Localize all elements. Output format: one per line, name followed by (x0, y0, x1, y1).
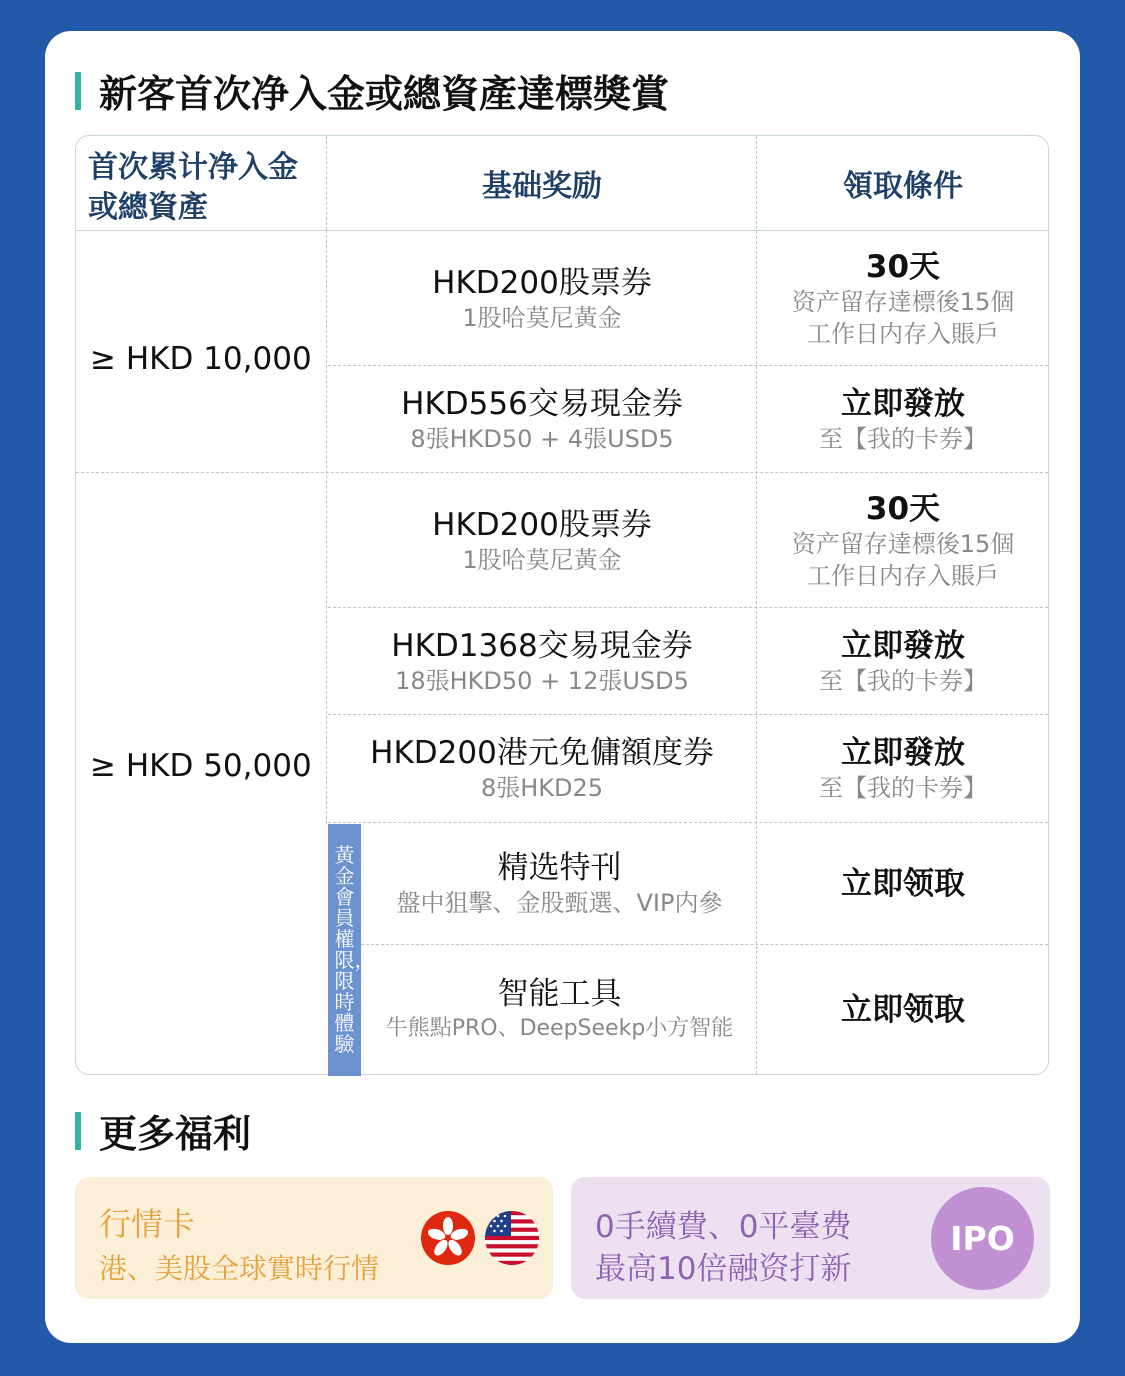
reward-cell (328, 609, 756, 714)
header-first-deposit (88, 148, 328, 228)
reward-sub: 牛熊點PRO、DeepSeekp小方智能 (385, 1016, 734, 1041)
tier2-threshold: ≥ HKD 50,000 (90, 748, 312, 784)
condition-sub: 工作日内存入賬戶 (807, 561, 999, 590)
reward-sub: 18張HKD50 + 12張USD5 (395, 666, 689, 695)
header-divider (76, 230, 1048, 231)
condition-cell (758, 609, 1048, 714)
reward-main: HKD1368交易現金券 (391, 627, 693, 664)
reward-sub: 8張HKD25 (480, 774, 604, 802)
row-divider (328, 822, 1048, 823)
condition-cell (758, 716, 1048, 822)
header-first-deposit-line2: 或總資產 (88, 190, 208, 225)
condition-sub: 至【我的卡券】 (819, 424, 987, 453)
section-title-text: 更多福利 (99, 1112, 252, 1156)
ipo-benefit-card[interactable] (571, 1177, 1050, 1299)
ipo-badge: IPO (931, 1187, 1034, 1290)
condition-main: 立即發放 (841, 385, 965, 422)
gold-member-tag-text: 黃金會員權限，限時體驗 (334, 843, 375, 1056)
section-title-more-benefits (75, 1103, 251, 1158)
ipo-benefit-line1: 0手續費、0平臺费 (595, 1209, 852, 1245)
reward-main: HKD200港元免傭額度券 (370, 735, 714, 771)
reward-sub: 8張HKD50 + 4張USD5 (410, 424, 674, 453)
reward-sub: 1股哈莫尼黃金 (462, 545, 622, 574)
rewards-card (45, 31, 1080, 1343)
hong-kong-flag-icon (421, 1211, 475, 1265)
section-title-text: 新客首次净入金或總資產達標獎賞 (99, 72, 670, 116)
row-divider (328, 714, 1048, 715)
reward-sub: 1股哈莫尼黃金 (462, 303, 622, 332)
reward-cell (328, 716, 756, 822)
row-divider (328, 607, 1048, 608)
condition-cell (758, 946, 1048, 1074)
row-divider (328, 365, 1048, 366)
condition-cell (758, 367, 1048, 472)
tier-divider (76, 472, 1048, 473)
condition-sub: 资产留存達標後15個 (791, 287, 1015, 316)
column-divider-1 (326, 230, 327, 824)
reward-sub: 盤中狙擊、金股甄選、VIP内參 (396, 889, 723, 917)
header-conditions-text: 領取條件 (843, 169, 963, 204)
header-conditions (758, 136, 1048, 230)
reward-cell (328, 367, 756, 472)
condition-cell (758, 824, 1048, 944)
reward-cell (328, 232, 756, 365)
title-accent-bar (75, 1112, 81, 1150)
condition-sub: 工作日内存入賬戶 (807, 319, 999, 348)
rewards-table (75, 135, 1049, 1075)
condition-sub: 至【我的卡券】 (819, 666, 987, 695)
market-data-card[interactable] (75, 1177, 553, 1299)
reward-main: HKD200股票券 (432, 264, 652, 301)
reward-main: HKD200股票券 (432, 506, 652, 543)
reward-cell (363, 946, 756, 1074)
gold-member-tag (328, 824, 375, 1076)
condition-sub: 资产留存達標後15個 (791, 529, 1015, 558)
condition-main: 30天 (865, 490, 941, 527)
condition-main: 立即發放 (841, 735, 965, 771)
row-divider (361, 944, 1048, 945)
reward-cell (328, 474, 756, 607)
title-accent-bar (75, 72, 81, 110)
section-title-new-client (75, 63, 669, 118)
condition-sub: 至【我的卡券】 (819, 774, 987, 802)
market-data-title: 行情卡 (99, 1205, 196, 1243)
reward-main: 精选特刊 (497, 850, 622, 886)
column-divider-2 (756, 136, 757, 1074)
condition-main: 立即领取 (841, 866, 965, 902)
header-basic-reward-text: 基础奖励 (482, 169, 602, 204)
reward-main: 智能工具 (497, 976, 622, 1012)
market-data-subtitle: 港、美股全球實時行情 (99, 1252, 380, 1285)
condition-cell (758, 232, 1048, 365)
condition-cell (758, 474, 1048, 607)
reward-cell (363, 824, 756, 944)
ipo-benefit-line2: 最高10倍融资打新 (595, 1251, 852, 1287)
header-basic-reward (328, 136, 756, 230)
reward-main: HKD556交易現金券 (401, 385, 683, 422)
condition-main: 立即發放 (841, 627, 965, 664)
header-first-deposit-line1: 首次累计净入金 (88, 150, 298, 185)
tier1-threshold: ≥ HKD 10,000 (90, 341, 312, 377)
condition-main: 立即领取 (841, 992, 965, 1028)
us-flag-icon (485, 1211, 539, 1265)
condition-main: 30天 (865, 248, 941, 285)
